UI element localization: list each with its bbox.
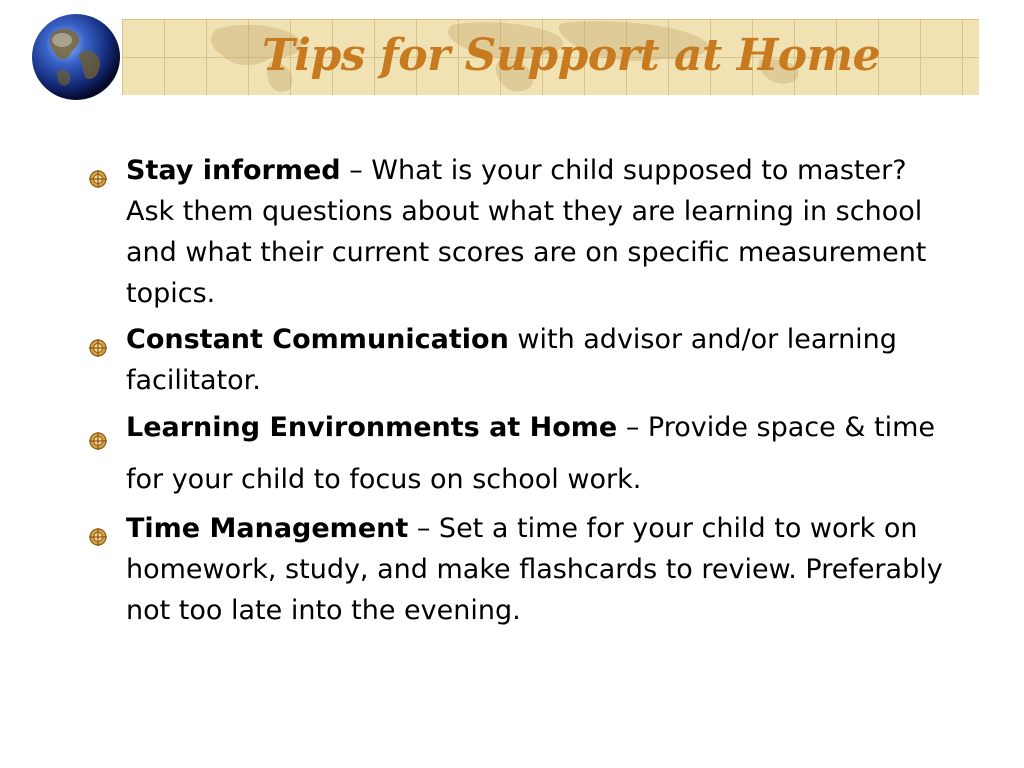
compass-bullet-icon <box>88 329 108 349</box>
bullet-lead: Time Management <box>126 513 409 544</box>
bullet-item-time-management <box>88 508 948 631</box>
bullet-text: – Provide space & time for your child to focus on school work. <box>126 412 935 495</box>
compass-bullet-icon <box>88 160 108 180</box>
bullet-lead: Stay informed <box>126 155 341 186</box>
bullet-text: – What is your child supposed to master? Ask them questions about what they are learning in school and what their current scores are on specific measurement topics. <box>126 155 927 309</box>
bullet-text: – Set a time for your child to work on homework, study, and make flashcards to review. Preferably not too late into the evening. <box>126 513 943 626</box>
bullet-item-learning-environments <box>88 402 948 506</box>
compass-bullet-icon <box>88 518 108 538</box>
bullet-item-stay-informed <box>88 150 948 314</box>
slide-title: Tips for Support at Home <box>262 30 881 81</box>
bullet-text: with advisor and/or learning facilitator. <box>126 324 897 396</box>
bullet-item-constant-communication <box>88 319 948 401</box>
globe-icon <box>30 12 122 102</box>
compass-bullet-icon <box>88 417 108 437</box>
bullet-list <box>88 150 948 636</box>
bullet-lead: Constant Communication <box>126 324 509 355</box>
bullet-lead: Learning Environments at Home <box>126 412 618 443</box>
